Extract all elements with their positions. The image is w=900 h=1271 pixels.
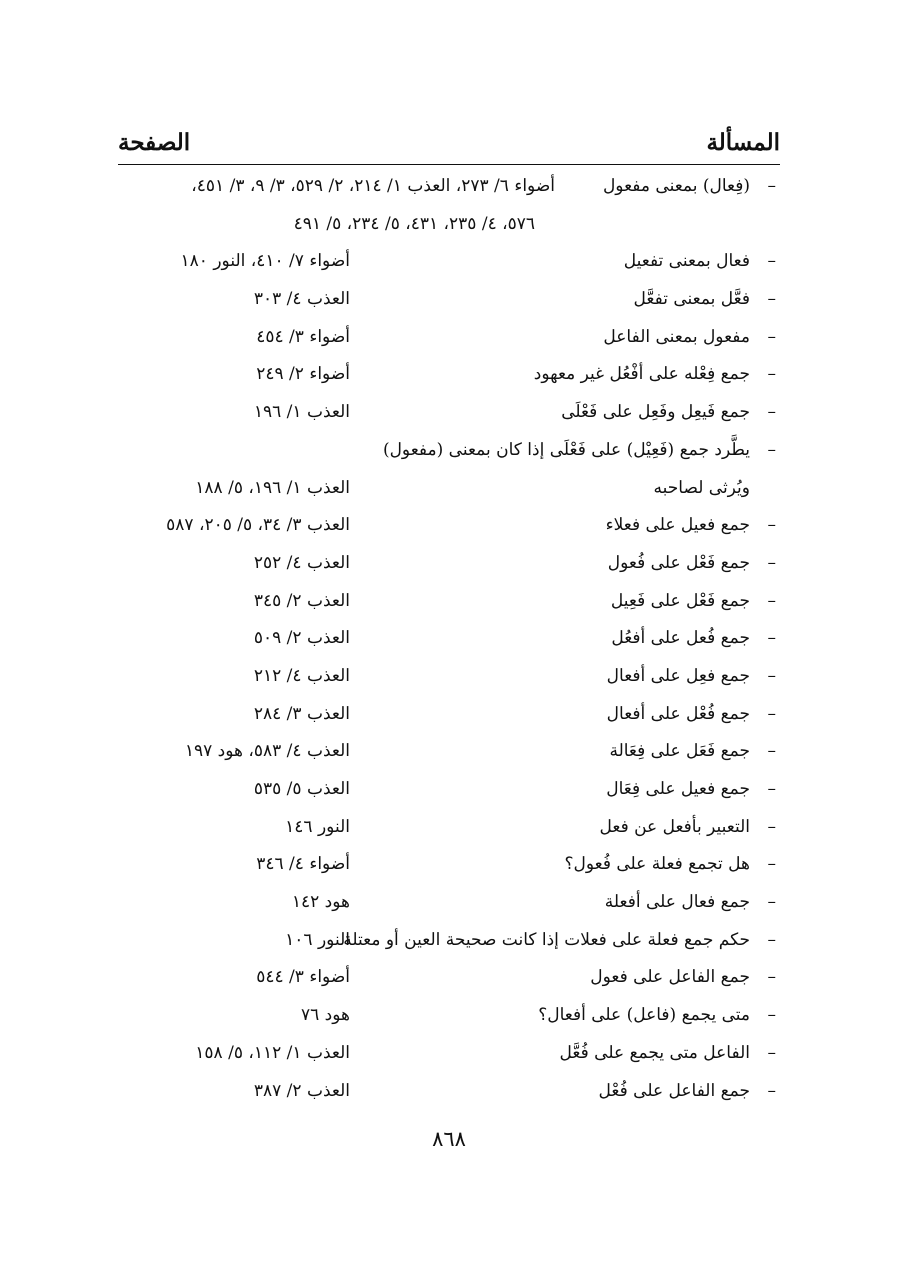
index-entry (118, 281, 780, 319)
index-entry (118, 206, 780, 244)
index-entry (118, 733, 780, 771)
entry-page-reference: هود ١٤٢ (291, 892, 350, 913)
entry-page-reference: أضواء ٧/ ٤١٠، النور ١٨٠ (180, 251, 350, 272)
entry-topic: ويُرثى لصاحبه (653, 477, 750, 498)
entry-page-reference: النور ١٠٦ (285, 929, 350, 950)
entry-page-reference: العذب ١/ ١١٢، ٥/ ١٥٨ (195, 1042, 350, 1063)
entry-topic: جمع الفاعل على فُعْل (598, 1080, 750, 1101)
index-entry (118, 356, 780, 394)
entry-dash: – (767, 326, 776, 347)
entry-dash: – (767, 1005, 776, 1026)
entry-page-reference: العذب ١/ ١٩٦، ٥/ ١٨٨ (195, 477, 350, 498)
entry-page-reference: العذب ٢/ ٥٠٩ (253, 628, 350, 649)
entry-page-reference: العذب ٣/ ٣٤، ٥/ ٢٠٥، ٥٨٧ (166, 515, 350, 536)
table-header (118, 120, 780, 164)
index-entry (118, 771, 780, 809)
entry-topic: جمع فَعْل على فَعِيل (610, 590, 750, 611)
index-entry (118, 507, 780, 545)
entry-dash: – (767, 967, 776, 988)
entry-dash: – (767, 515, 776, 536)
entry-dash: – (767, 1042, 776, 1063)
index-entry (118, 545, 780, 583)
index-entry (118, 432, 780, 470)
entry-dash: – (767, 929, 776, 950)
entry-topic: متى يجمع (فاعل) على أفعال؟ (538, 1005, 750, 1026)
entry-dash: – (767, 439, 776, 460)
header-issue-title: المسألة (706, 128, 780, 156)
entry-dash: – (767, 665, 776, 686)
entry-topic: جمع فُعل على أفعُل (611, 628, 750, 649)
entry-dash: – (767, 289, 776, 310)
index-entry (118, 1035, 780, 1073)
entry-topic: جمع فعيل على فعلاء (605, 515, 750, 536)
index-entry (118, 583, 780, 621)
entry-topic: الفاعل متى يجمع على فُعَّل (559, 1042, 750, 1063)
entry-topic: جمع فَيعِل وفَعِل على فَعْلَى (561, 402, 750, 423)
index-entry (118, 243, 780, 281)
entry-dash: – (767, 402, 776, 423)
entry-dash: – (767, 628, 776, 649)
entry-page-reference: النور ١٤٦ (285, 816, 350, 837)
page-number: ٨٦٨ (432, 1127, 466, 1151)
entry-topic: يطَّرد جمع (فَعِيْل) على فَعْلَى إذا كان بمعنى (مفعول) (382, 439, 750, 460)
index-entry (118, 959, 780, 997)
entry-topic: جمع فعال على أفعلة (604, 892, 750, 913)
header-page-title: الصفحة (118, 128, 191, 156)
entry-topic: جمع الفاعل على فعول (590, 967, 750, 988)
entry-dash: – (767, 703, 776, 724)
entry-dash: – (767, 854, 776, 875)
index-entry (118, 922, 780, 960)
entry-dash: – (767, 364, 776, 385)
entry-topic: (فِعال) بمعنى مفعول (602, 176, 750, 196)
index-entry (118, 658, 780, 696)
entry-dash: – (767, 1080, 776, 1101)
entry-topic: جمع فعِل على أفعال (606, 665, 750, 686)
index-entry (118, 394, 780, 432)
index-entry (118, 620, 780, 658)
index-entry (118, 846, 780, 884)
entry-topic: هل تجمع فعلة على فُعول؟ (564, 854, 750, 875)
entry-dash: – (767, 892, 776, 913)
entry-topic: جمع فِعْله على أفْعُل غير معهود (533, 364, 750, 385)
entry-page-reference: العذب ٤/ ٢٥٢ (253, 552, 350, 573)
index-entry (118, 997, 780, 1035)
index-entry (118, 470, 780, 508)
index-entry (118, 884, 780, 922)
entry-page-reference: العذب ٢/ ٣٨٧ (253, 1080, 350, 1101)
index-entry (118, 1073, 780, 1111)
index-entry (118, 168, 780, 206)
index-entry (118, 809, 780, 847)
entry-page-reference: أضواء ٦/ ٢٧٣، العذب ١/ ٢١٤، ٢/ ٥٢٩، ٣/ ٩، ٣/ ٤٥١، (191, 176, 555, 196)
entry-topic: جمع فُعْل على أفعال (606, 703, 750, 724)
entry-page-reference: ٥٧٦، ٤/ ٢٣٥، ٤٣١، ٥/ ٢٣٤، ٥/ ٤٩١ (293, 213, 535, 234)
entry-dash: – (767, 779, 776, 799)
entry-page-reference: العذب ١/ ١٩٦ (253, 402, 350, 423)
entry-page-reference: العذب ٣/ ٢٨٤ (253, 703, 350, 724)
entry-topic: جمع فَعْل على فُعول (607, 552, 750, 573)
entry-page-reference: أضواء ٢/ ٢٤٩ (256, 364, 350, 385)
entry-page-reference: العذب ٤/ ٢١٢ (253, 665, 350, 686)
entry-topic: جمع فعيل على فِعَال (606, 779, 750, 799)
entry-dash: – (767, 176, 776, 196)
entry-page-reference: أضواء ٤/ ٣٤٦ (256, 854, 350, 875)
entry-topic: فعَّل بمعنى تفعَّل (633, 289, 750, 310)
entry-page-reference: هود ٧٦ (301, 1005, 350, 1026)
entry-page-reference: أضواء ٣/ ٥٤٤ (256, 967, 350, 988)
entry-page-reference: العذب ٤/ ٥٨٣، هود ١٩٧ (184, 741, 350, 762)
index-page (118, 0, 780, 1271)
entry-topic: التعبير بأفعل عن فعل (599, 816, 750, 837)
entry-dash: – (767, 816, 776, 837)
index-entry (118, 319, 780, 357)
entry-dash: – (767, 741, 776, 762)
entry-page-reference: أضواء ٣/ ٤٥٤ (256, 326, 350, 347)
entry-dash: – (767, 251, 776, 272)
entry-page-reference: العذب ٥/ ٥٣٥ (253, 779, 350, 799)
entry-page-reference: العذب ٢/ ٣٤٥ (253, 590, 350, 611)
header-divider (118, 164, 780, 165)
entry-dash: – (767, 552, 776, 573)
entry-topic: حكم جمع فعلة على فعلات إذا كانت صحيحة العين أو معتلة (343, 929, 750, 950)
entry-dash: – (767, 590, 776, 611)
entry-topic: مفعول بمعنى الفاعل (603, 326, 750, 347)
entry-topic: فعال بمعنى تفعيل (623, 251, 750, 272)
entry-topic: جمع فَعَل على فِعَالة (609, 741, 750, 762)
index-entries (118, 168, 780, 1110)
entry-page-reference: العذب ٤/ ٣٠٣ (253, 289, 350, 310)
index-entry (118, 696, 780, 734)
